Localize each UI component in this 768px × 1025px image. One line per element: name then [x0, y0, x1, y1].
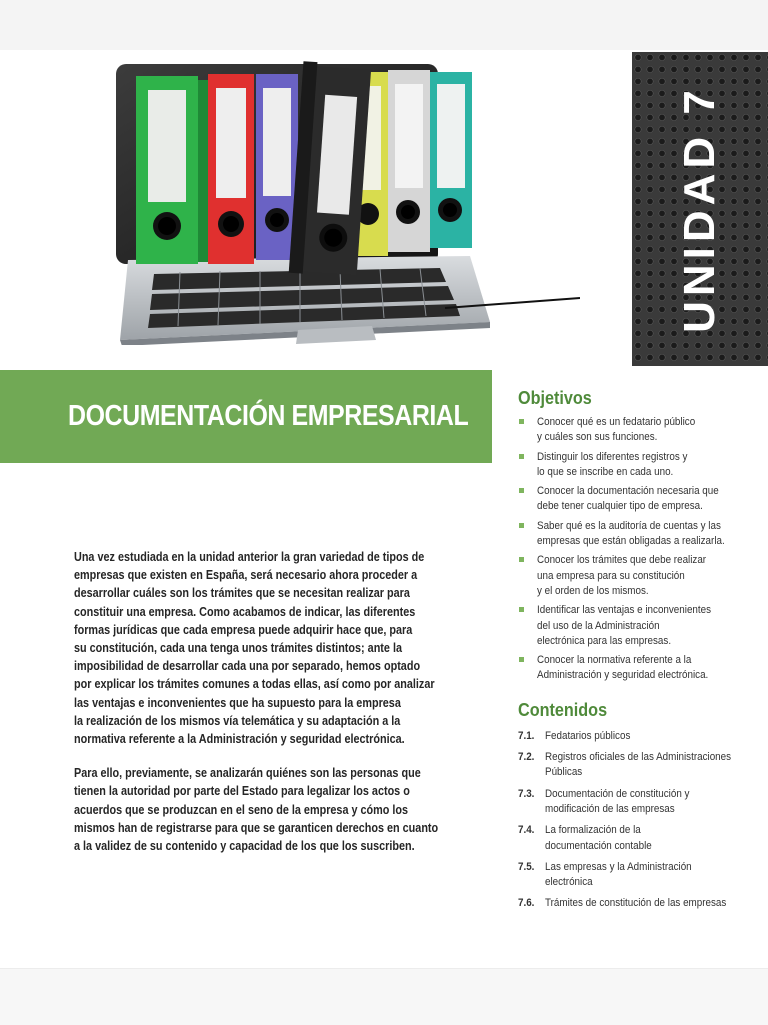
binder-grey: [388, 70, 430, 252]
text-line: tienen la autoridad por parte del Estado para legalizar los actos o: [74, 784, 410, 799]
top-margin: [0, 0, 768, 50]
text-line: y el orden de los mismos.: [537, 584, 649, 597]
text-line: electrónica: [545, 876, 593, 889]
section-number: 7.6.: [518, 897, 535, 910]
text-line: Conocer la normativa referente a la: [537, 654, 692, 667]
contenidos-list: [518, 729, 758, 912]
text-line: Una vez estudiada en la unidad anterior la gran variedad de tipos de: [74, 550, 425, 564]
text-line: constituir una empresa. Como acabamos de indicar, las diferentes: [74, 604, 416, 619]
text-line: debe tener cualquier tipo de empresa.: [537, 500, 703, 513]
text-line: normativa referente a la Administración y seguridad electrónica.: [74, 732, 405, 747]
text-line: modificación de las empresas: [545, 802, 675, 815]
text-line: electrónica para las empresas.: [537, 634, 672, 647]
text-line: Trámites de constitución de las empresas: [545, 897, 727, 910]
text-line: desarrollar cuáles son los trámites que se necesitan realizar para: [74, 586, 410, 601]
text-line: Conocer los trámites que debe realizar: [537, 554, 707, 567]
contenido-item: [518, 787, 758, 818]
contenido-item: [518, 823, 758, 854]
text-line: la realización de los mismos vía telemática y su adaptación a la: [74, 713, 401, 728]
section-number: 7.2.: [518, 751, 535, 764]
binder-teal: [430, 72, 472, 248]
bullet-icon: [519, 523, 524, 528]
section-number: 7.3.: [518, 787, 535, 800]
text-line: su constitución, cada una tenga unos trámites distintos; ante la: [74, 641, 402, 656]
objetivos-heading: Objetivos: [518, 388, 592, 408]
text-line: formas jurídicas que cada empresa puede adquirir hace que, para: [74, 622, 413, 637]
unit-tab: [632, 52, 768, 366]
objetivo-item: [518, 484, 758, 515]
binder-red: [208, 74, 254, 264]
text-line: Saber qué es la auditoría de cuentas y las: [537, 519, 721, 532]
text-line: documentación contable: [545, 839, 652, 852]
unit-label: UNIDAD 7: [675, 85, 724, 333]
contenido-item: [518, 729, 758, 744]
objetivo-item: [518, 519, 758, 550]
contenido-item: [518, 896, 758, 911]
section-number: 7.5.: [518, 860, 535, 873]
intro-paragraph: [74, 764, 494, 855]
text-line: La formalización de la: [545, 824, 641, 837]
side-column: [518, 388, 758, 918]
objetivo-item: [518, 653, 758, 684]
section-number: 7.1.: [518, 729, 535, 742]
text-line: Registros oficiales de las Administraciones: [545, 751, 732, 764]
objetivo-item: [518, 450, 758, 481]
binder-green: [136, 76, 208, 264]
laptop-with-binders-icon: [110, 60, 580, 345]
text-line: a la validez de su contenido y capacidad de los que los suscriben.: [74, 839, 415, 854]
objetivo-item: [518, 415, 758, 446]
text-line: Documentación de constitución y: [545, 787, 690, 800]
text-line: Fedatarios públicos: [545, 729, 631, 742]
bullet-icon: [519, 607, 524, 612]
text-line: y cuáles son sus funciones.: [537, 431, 658, 444]
page-title: DOCUMENTACIÓN EMPRESARIAL: [68, 400, 469, 432]
text-line: una empresa para su constitución: [537, 569, 685, 582]
bullet-icon: [519, 657, 524, 662]
text-line: imposibilidad de desarrollar cada una por separado, hemos optado: [74, 659, 421, 674]
text-line: Identificar las ventajas e inconvenientes: [537, 604, 712, 617]
contenidos-heading: Contenidos: [518, 699, 608, 720]
bullet-icon: [519, 454, 524, 459]
contenido-item: [518, 860, 758, 891]
bullet-icon: [519, 488, 524, 493]
binders-group: [136, 61, 472, 277]
text-line: del uso de la Administración: [537, 619, 660, 632]
text-line: las ventajas e inconvenientes que ha supuesto para la empresa: [74, 695, 401, 710]
objetivo-item: [518, 553, 758, 599]
text-line: empresas que existen en España, será necesario ahora proceder a: [74, 568, 418, 583]
bullet-icon: [519, 419, 524, 424]
text-line: empresas que están obligadas a realizarla.: [537, 535, 725, 548]
text-line: Conocer qué es un fedatario público: [537, 416, 696, 428]
intro-text: [74, 548, 494, 871]
text-line: mismos han de registrarse para que se garanticen derechos en cuanto: [74, 820, 439, 835]
bullet-icon: [519, 557, 524, 562]
section-number: 7.4.: [518, 824, 535, 837]
text-line: acuerdos que se produzcan en el seno de la empresa y cómo los: [74, 802, 409, 817]
text-line: Las empresas y la Administración: [545, 860, 692, 873]
text-line: Públicas: [545, 766, 583, 779]
title-banner: [0, 370, 492, 463]
text-line: Conocer la documentación necesaria que: [537, 485, 719, 498]
intro-paragraph: [74, 548, 494, 748]
text-line: Para ello, previamente, se analizarán quiénes son las personas que: [74, 766, 421, 781]
contenido-item: [518, 750, 758, 781]
text-line: Distinguir los diferentes registros y: [537, 450, 688, 463]
bottom-margin: [0, 968, 768, 1025]
text-line: lo que se inscribe en cada uno.: [537, 465, 674, 478]
objetivo-item: [518, 603, 758, 649]
text-line: Administración y seguridad electrónica.: [537, 669, 709, 682]
text-line: por explicar los trámites comunes a todas ellas, así como por analizar: [74, 677, 435, 692]
objetivos-list: [518, 415, 758, 684]
